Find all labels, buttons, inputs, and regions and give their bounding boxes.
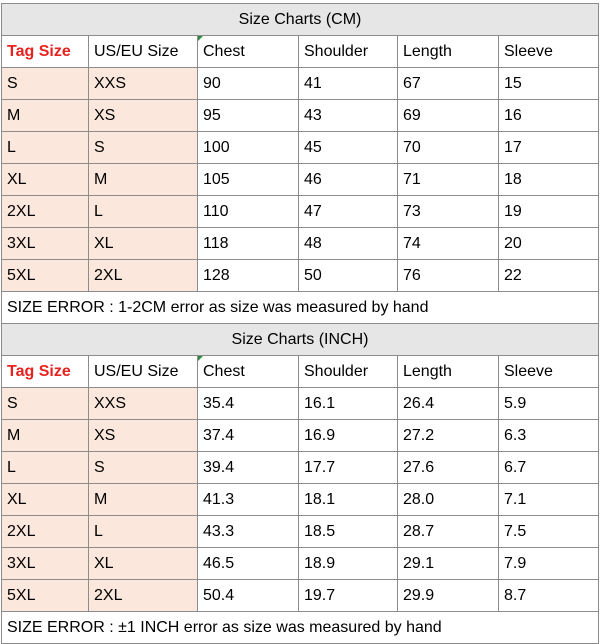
header-us-eu-size: US/EU Size [89,36,198,68]
table-row [2,452,599,484]
cell-sleeve: 7.1 [499,484,599,516]
cell-chest: 128 [198,260,299,292]
cell-length: 27.2 [398,420,499,452]
chart-title: Size Charts (INCH) [2,324,599,356]
cell-sleeve: 22 [499,260,599,292]
cell-sleeve: 20 [499,228,599,260]
cell-shoulder: 16.1 [299,388,398,420]
header-sleeve: Sleeve [499,36,599,68]
cell-sleeve: 6.7 [499,452,599,484]
table-row [2,388,599,420]
cell-length: 69 [398,100,499,132]
cell-marker-icon [198,356,203,361]
size-table-cm [1,3,599,324]
cell-chest: 43.3 [198,516,299,548]
table-row [2,548,599,580]
cell-us-eu-size: XL [89,228,198,260]
cell-us-eu-size: S [89,132,198,164]
cell-tag-size: 5XL [2,260,89,292]
table-row [2,580,599,612]
cell-tag-size: L [2,452,89,484]
cell-shoulder: 45 [299,132,398,164]
cell-us-eu-size: S [89,452,198,484]
size-error-note: SIZE ERROR : ±1 INCH error as size was measured by hand [2,612,599,644]
header-tag-size: Tag Size [2,36,89,68]
cell-length: 76 [398,260,499,292]
cell-sleeve: 19 [499,196,599,228]
cell-tag-size: M [2,420,89,452]
cell-shoulder: 47 [299,196,398,228]
cell-sleeve: 5.9 [499,388,599,420]
cell-us-eu-size: XXS [89,388,198,420]
cell-chest: 39.4 [198,452,299,484]
cell-us-eu-size: XXS [89,68,198,100]
cell-sleeve: 7.9 [499,548,599,580]
cell-chest: 118 [198,228,299,260]
cell-chest: 50.4 [198,580,299,612]
header-sleeve: Sleeve [499,356,599,388]
cell-us-eu-size: 2XL [89,580,198,612]
cell-chest: 100 [198,132,299,164]
cell-chest: 90 [198,68,299,100]
header-shoulder: Shoulder [299,356,398,388]
cell-shoulder: 17.7 [299,452,398,484]
cell-shoulder: 18.5 [299,516,398,548]
cell-us-eu-size: L [89,196,198,228]
cell-length: 29.1 [398,548,499,580]
cell-tag-size: L [2,132,89,164]
cell-shoulder: 48 [299,228,398,260]
cell-tag-size: M [2,100,89,132]
cell-shoulder: 50 [299,260,398,292]
cell-length: 28.0 [398,484,499,516]
cell-length: 29.9 [398,580,499,612]
cell-tag-size: XL [2,164,89,196]
cell-chest: 95 [198,100,299,132]
cell-length: 74 [398,228,499,260]
table-row [2,484,599,516]
cell-shoulder: 19.7 [299,580,398,612]
cell-tag-size: S [2,68,89,100]
header-chest: Chest [198,356,299,388]
cell-length: 71 [398,164,499,196]
cell-shoulder: 18.9 [299,548,398,580]
header-shoulder: Shoulder [299,36,398,68]
size-error-note: SIZE ERROR : 1-2CM error as size was measured by hand [2,292,599,324]
cell-tag-size: 5XL [2,580,89,612]
cell-chest: 41.3 [198,484,299,516]
header-us-eu-size: US/EU Size [89,356,198,388]
table-row [2,228,599,260]
header-length: Length [398,36,499,68]
cell-chest: 37.4 [198,420,299,452]
cell-tag-size: 3XL [2,228,89,260]
cell-us-eu-size: M [89,484,198,516]
cell-sleeve: 18 [499,164,599,196]
header-length: Length [398,356,499,388]
table-row [2,260,599,292]
cell-marker-icon [198,36,203,41]
cell-sleeve: 8.7 [499,580,599,612]
cell-us-eu-size: XS [89,420,198,452]
cell-length: 26.4 [398,388,499,420]
cell-us-eu-size: L [89,516,198,548]
chart-title: Size Charts (CM) [2,4,599,36]
cell-shoulder: 18.1 [299,484,398,516]
cell-us-eu-size: 2XL [89,260,198,292]
cell-sleeve: 7.5 [499,516,599,548]
table-row [2,420,599,452]
cell-us-eu-size: XS [89,100,198,132]
size-chart-cm [1,3,598,324]
header-chest: Chest [198,36,299,68]
cell-tag-size: S [2,388,89,420]
cell-length: 67 [398,68,499,100]
table-row [2,132,599,164]
cell-chest: 35.4 [198,388,299,420]
cell-chest: 105 [198,164,299,196]
cell-shoulder: 16.9 [299,420,398,452]
cell-tag-size: 2XL [2,196,89,228]
header-tag-size: Tag Size [2,356,89,388]
table-row [2,196,599,228]
cell-shoulder: 43 [299,100,398,132]
cell-sleeve: 6.3 [499,420,599,452]
cell-tag-size: XL [2,484,89,516]
cell-sleeve: 17 [499,132,599,164]
cell-sleeve: 15 [499,68,599,100]
cell-length: 73 [398,196,499,228]
cell-tag-size: 3XL [2,548,89,580]
table-row [2,164,599,196]
cell-chest: 110 [198,196,299,228]
cell-us-eu-size: XL [89,548,198,580]
cell-chest: 46.5 [198,548,299,580]
table-row [2,516,599,548]
cell-shoulder: 46 [299,164,398,196]
header-row [2,36,599,68]
cell-length: 28.7 [398,516,499,548]
table-row [2,100,599,132]
size-table-inch [1,323,599,644]
cell-sleeve: 16 [499,100,599,132]
cell-us-eu-size: M [89,164,198,196]
header-row [2,356,599,388]
cell-length: 27.6 [398,452,499,484]
cell-shoulder: 41 [299,68,398,100]
cell-tag-size: 2XL [2,516,89,548]
table-row [2,68,599,100]
cell-length: 70 [398,132,499,164]
size-chart-inch [1,323,598,644]
